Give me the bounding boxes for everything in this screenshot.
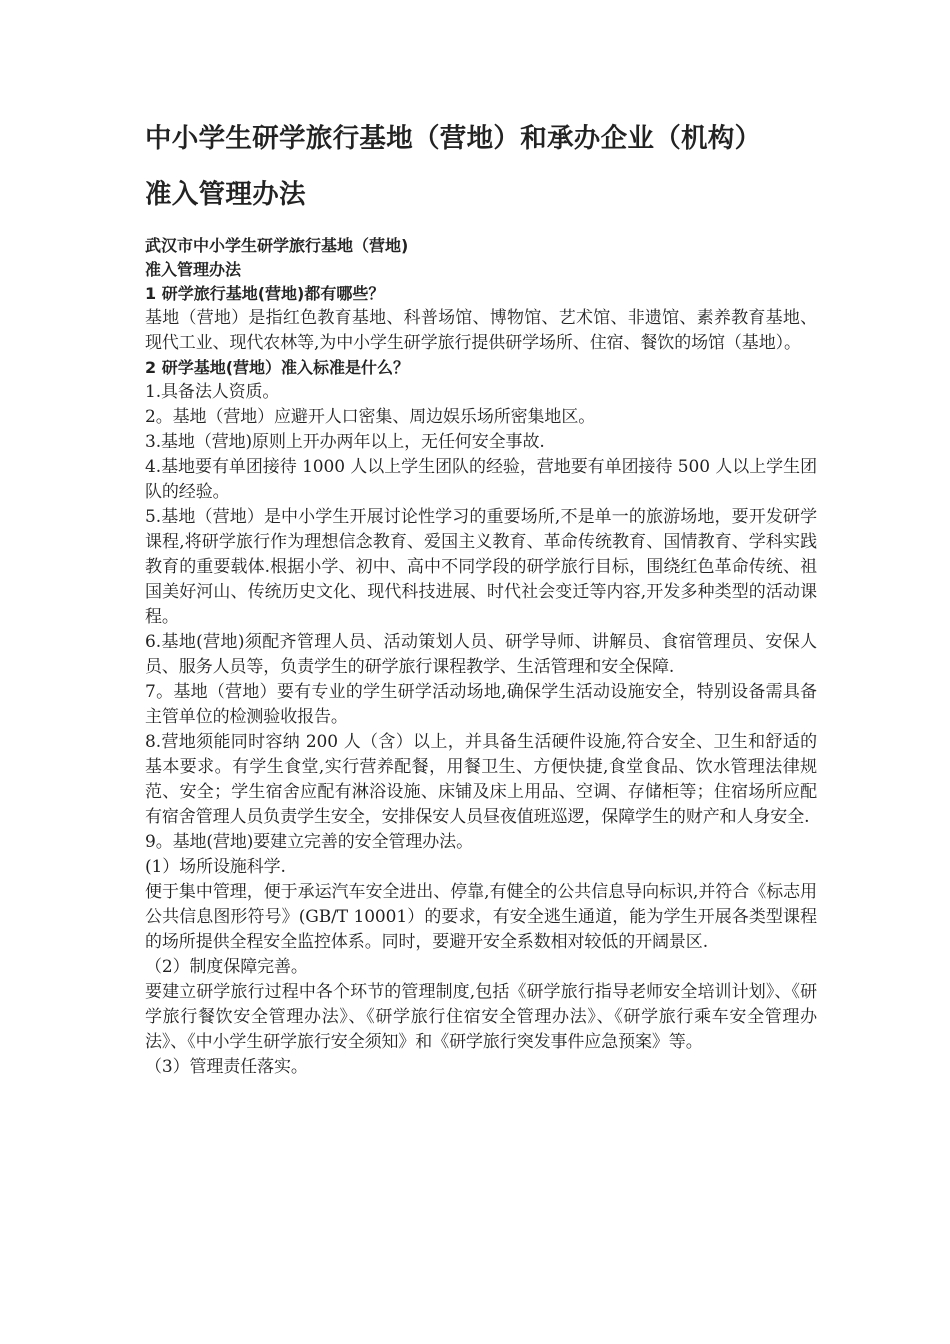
subtitle-line-2: 准入管理办法 xyxy=(145,260,242,279)
subtitle-line-1: 武汉市中小学生研学旅行基地（营地) xyxy=(145,236,409,255)
list-item: 9。基地(营地)要建立完善的安全管理办法。 xyxy=(145,832,473,852)
section-2-heading: 2 研学基地(营地）准入标准是什么？ xyxy=(145,358,410,377)
document-page xyxy=(145,122,817,1080)
document-title-line-1: 中小学生研学旅行基地（营地）和承办企业（机构） xyxy=(145,123,762,154)
list-item: （2）制度保障完善。 xyxy=(145,957,308,977)
list-item: 8.营地须能同时容纳 200 人（含）以上，并具备生活硬件设施,符合安全、卫生和舒适的基本要求。有学生食堂,实行营养配餐，用餐卫生、方便快捷,食堂食品、饮水管理法律规范、安全；学生宿舍应配有淋浴设施、床铺及床上用品、空调、存储柜等；住宿场所应配有宿舍管理人员负责学生安全，安排保安人员昼夜值班巡逻，保障学生的财产和人身安全. xyxy=(145,732,817,827)
list-item: 7。基地（营地）要有专业的学生研学活动场地,确保学生活动设施安全，特别设备需具备主管单位的检测验收报告。 xyxy=(145,682,817,727)
list-item: 4.基地要有单团接待 1000 人以上学生团队的经验，营地要有单团接待 500 人以上学生团队的经验。 xyxy=(145,457,817,502)
section-1-body: 基地（营地）是指红色教育基地、科普场馆、博物馆、艺术馆、非遗馆、素养教育基地、现代工业、现代农林等,为中小学生研学旅行提供研学场所、住宿、餐饮的场馆（基地）。 xyxy=(145,308,817,353)
list-item: 6.基地(营地)须配齐管理人员、活动策划人员、研学导师、讲解员、食宿管理员、安保人员、服务人员等，负责学生的研学旅行课程教学、生活管理和安全保障. xyxy=(145,632,817,677)
list-item: 5.基地（营地）是中小学生开展讨论性学习的重要场所,不是单一的旅游场地，要开发研学课程,将研学旅行作为理想信念教育、爱国主义教育、革命传统教育、国情教育、学科实践教育的重要载体.根据小学、初中、高中不同学段的研学旅行目标，围绕红色革命传统、祖国美好河山、传统历史文化、现代科技进展、时代社会变迁等内容,开发多种类型的活动课程。 xyxy=(145,507,817,627)
list-item: (1）场所设施科学. xyxy=(145,857,286,877)
list-item: （3）管理责任落实。 xyxy=(145,1057,308,1077)
list-item: 1.具备法人资质。 xyxy=(145,382,280,402)
list-item: 3.基地（营地)原则上开办两年以上，无任何安全事故. xyxy=(145,432,545,452)
list-item: 要建立研学旅行过程中各个环节的管理制度,包括《研学旅行指导老师安全培训计划》、《研学旅行餐饮安全管理办法》、《研学旅行住宿安全管理办法》、《研学旅行乘车安全管理办法》、《中小学生研学旅行安全须知》和《研学旅行突发事件应急预案》等。 xyxy=(145,982,817,1052)
section-1-heading: 1 研学旅行基地(营地)都有哪些？ xyxy=(145,284,385,303)
list-item: 便于集中管理，便于承运汽车安全进出、停靠,有健全的公共信息导向标识,并符合《标志用公共信息图形符号》(GB/T 10001）的要求，有安全逃生通道，能为学生开展各类型课程的场所提供全程安全监控体系。同时，要避开安全系数相对较低的开阔景区. xyxy=(145,882,817,952)
document-title-line-2: 准入管理办法 xyxy=(145,179,306,210)
list-item: 2。基地（营地）应避开人口密集、周边娱乐场所密集地区。 xyxy=(145,407,596,427)
